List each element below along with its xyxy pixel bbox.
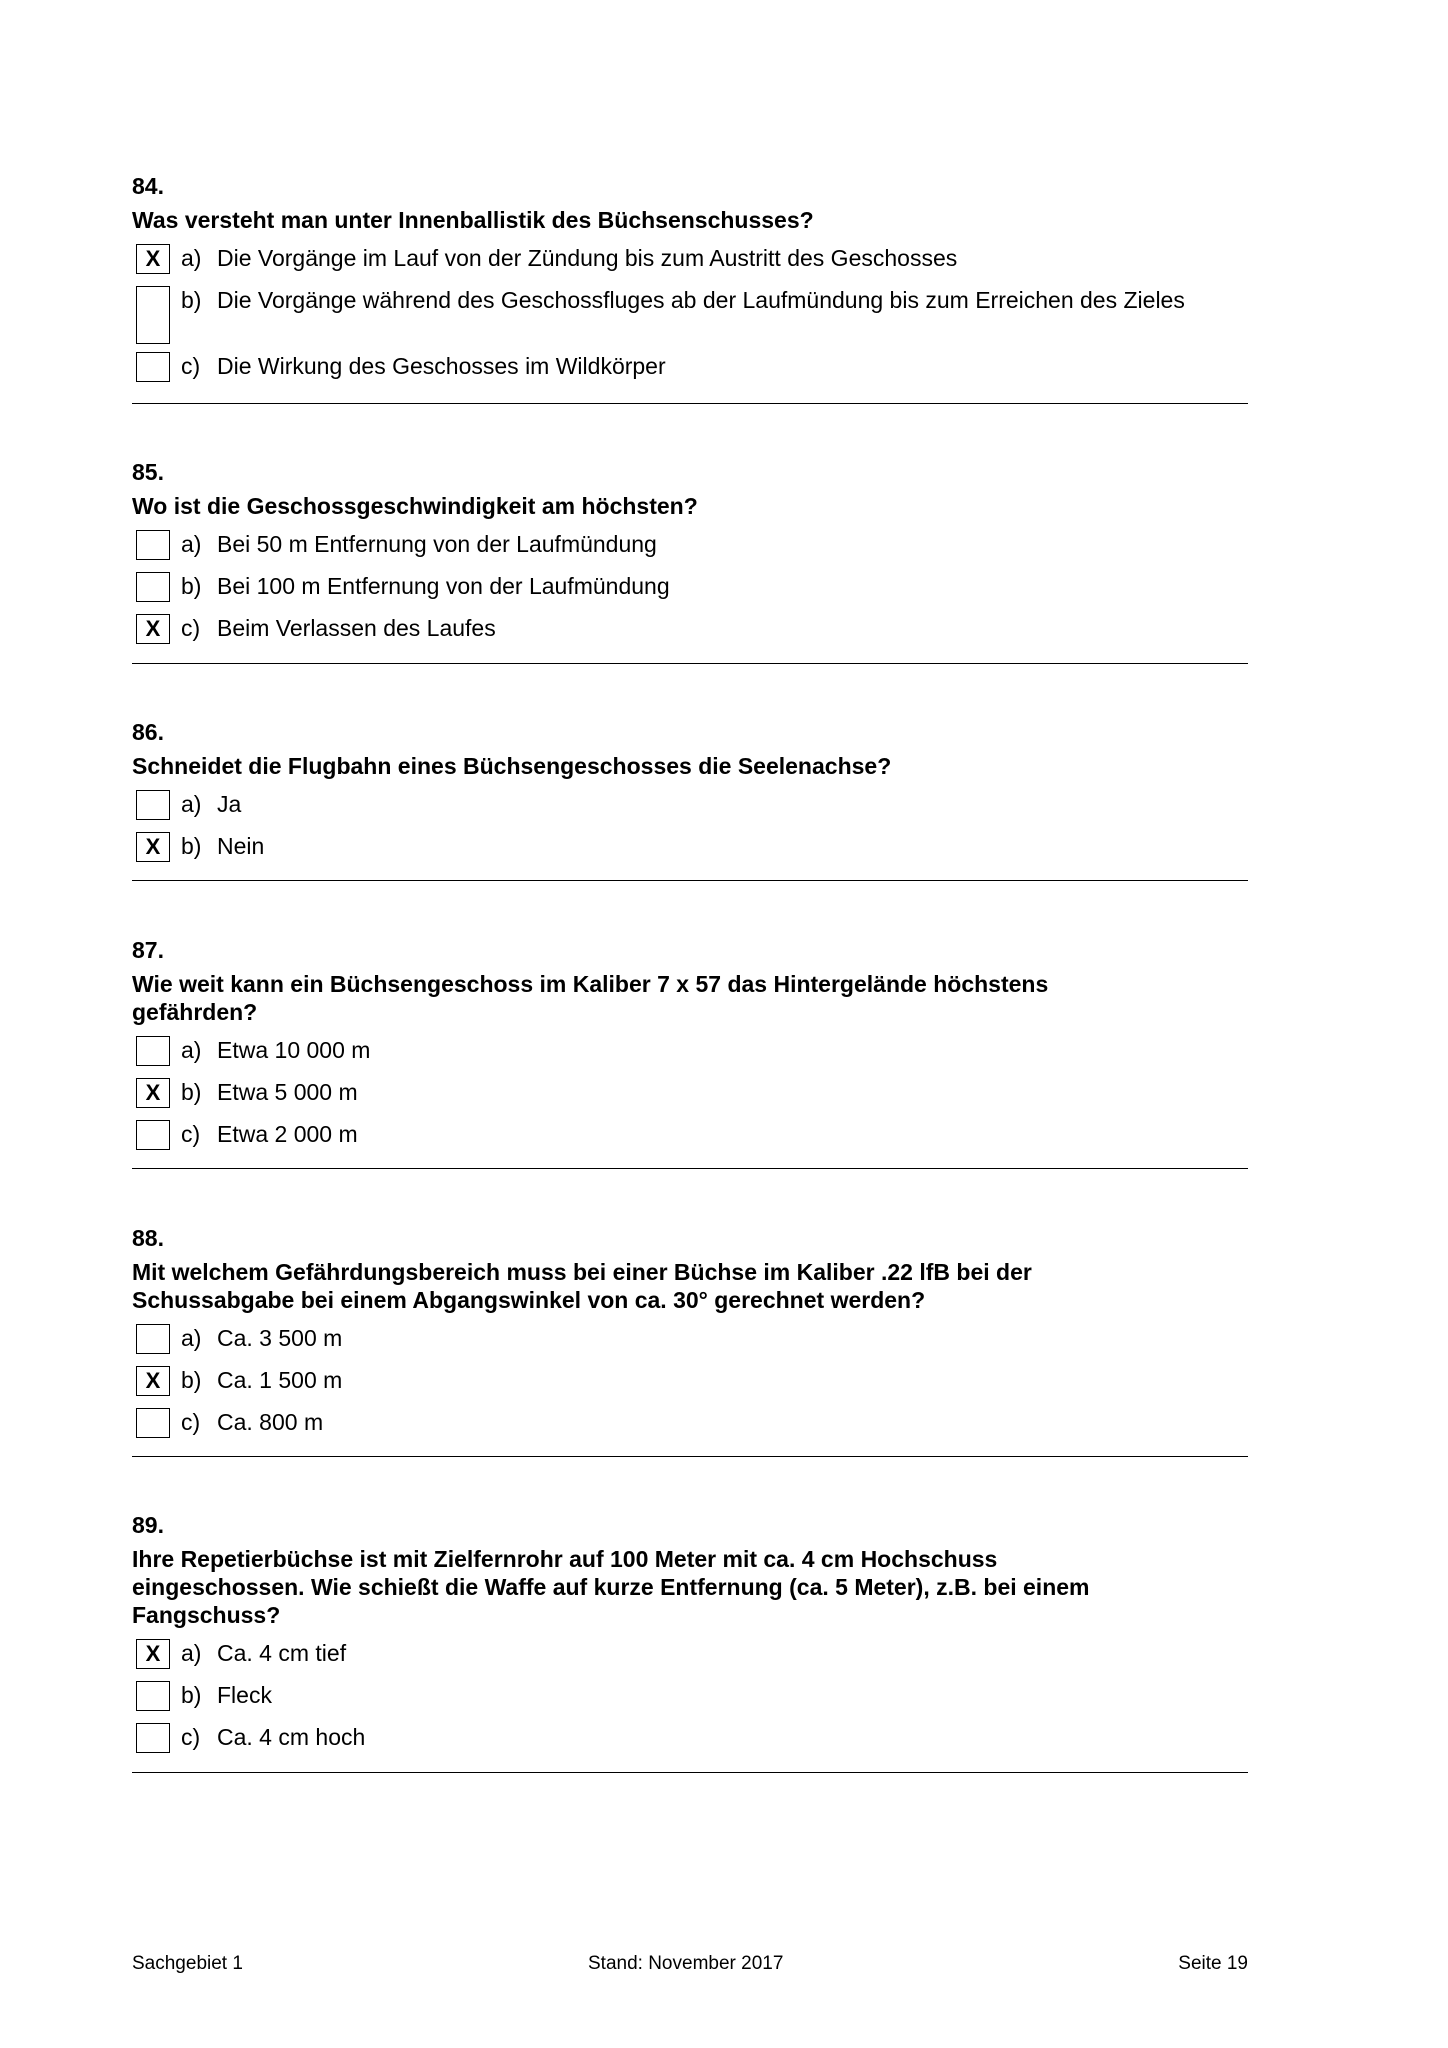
answer-letter: c)	[181, 615, 201, 641]
answer-letter: b)	[181, 287, 202, 313]
answer-checkbox[interactable]	[136, 1681, 170, 1711]
question-number: 87.	[132, 937, 164, 963]
question-text: Ihre Repetierbüchse ist mit Zielfernrohr auf 100 Meter mit ca. 4 cm Hochschuss eingeschossen. Wie schießt die Waffe auf kurze Entfernung (ca. 5 Meter), z.B. bei einem Fangschuss?	[132, 1546, 1090, 1628]
answer-checkbox[interactable]: X	[136, 614, 170, 644]
question-85	[132, 458, 1248, 656]
question-88	[132, 1224, 1248, 1450]
answer-letter: a)	[181, 245, 202, 271]
answer-option	[132, 286, 1248, 344]
footer-date: Stand: November 2017	[588, 1953, 784, 1974]
answer-text: Etwa 5 000 m	[217, 1079, 358, 1105]
question-text: Wie weit kann ein Büchsengeschoss im Kaliber 7 x 57 das Hintergelände höchstens gefährden?	[132, 971, 1049, 1025]
answer-letter: b)	[181, 1682, 202, 1708]
answer-checkbox[interactable]	[136, 790, 170, 820]
answer-option	[132, 1408, 1248, 1442]
question-89	[132, 1511, 1248, 1765]
answer-letter: c)	[181, 353, 201, 379]
footer-page-number: Seite 19	[1178, 1953, 1248, 1974]
answer-option	[132, 1120, 1248, 1154]
answer-checkbox[interactable]: X	[136, 244, 170, 274]
answer-letter: a)	[181, 1037, 202, 1063]
answer-option	[132, 614, 1248, 648]
question-divider	[132, 1168, 1248, 1169]
question-text: Was versteht man unter Innenballistik des Büchsenschusses?	[132, 207, 814, 233]
answer-checkbox[interactable]: X	[136, 1366, 170, 1396]
answer-option	[132, 244, 1248, 278]
answer-option	[132, 1723, 1248, 1757]
answer-checkbox[interactable]	[136, 530, 170, 560]
answer-checkbox[interactable]	[136, 352, 170, 382]
question-number: 88.	[132, 1225, 164, 1251]
answer-option	[132, 1639, 1248, 1673]
question-text: Wo ist die Geschossgeschwindigkeit am höchsten?	[132, 493, 698, 519]
answer-letter: a)	[181, 791, 202, 817]
question-divider	[132, 663, 1248, 664]
answer-checkbox[interactable]: X	[136, 1078, 170, 1108]
answer-letter: b)	[181, 1079, 202, 1105]
answer-option	[132, 790, 1248, 824]
footer-section-label: Sachgebiet 1	[132, 1953, 243, 1974]
question-86	[132, 718, 1248, 874]
answer-option	[132, 1036, 1248, 1070]
answer-letter: a)	[181, 1640, 202, 1666]
answer-text: Beim Verlassen des Laufes	[217, 615, 496, 641]
answer-letter: b)	[181, 573, 202, 599]
answer-text: Ca. 800 m	[217, 1409, 324, 1435]
question-divider	[132, 403, 1248, 404]
answer-letter: b)	[181, 833, 202, 859]
answer-text: Die Wirkung des Geschosses im Wildkörper	[217, 353, 666, 379]
answer-letter: a)	[181, 531, 202, 557]
answer-checkbox[interactable]	[136, 1036, 170, 1066]
answer-text: Bei 50 m Entfernung von der Laufmündung	[217, 531, 657, 557]
answer-text: Etwa 2 000 m	[217, 1121, 358, 1147]
question-text: Schneidet die Flugbahn eines Büchsengeschosses die Seelenachse?	[132, 753, 892, 779]
answer-letter: c)	[181, 1409, 201, 1435]
answer-checkbox[interactable]	[136, 1408, 170, 1438]
answer-checkbox[interactable]	[136, 572, 170, 602]
answer-checkbox[interactable]	[136, 1723, 170, 1753]
answer-letter: a)	[181, 1325, 202, 1351]
answer-letter: c)	[181, 1724, 201, 1750]
question-divider	[132, 1772, 1248, 1773]
question-84	[132, 172, 1248, 394]
answer-option	[132, 1078, 1248, 1112]
answer-letter: c)	[181, 1121, 201, 1147]
answer-option	[132, 1681, 1248, 1715]
question-87	[132, 936, 1248, 1162]
answer-checkbox[interactable]	[136, 286, 170, 344]
question-number: 85.	[132, 459, 164, 485]
answer-text: Ca. 1 500 m	[217, 1367, 343, 1393]
answer-text: Nein	[217, 833, 265, 859]
answer-option	[132, 832, 1248, 866]
answer-option	[132, 352, 1248, 386]
question-divider	[132, 1456, 1248, 1457]
answer-checkbox[interactable]: X	[136, 1639, 170, 1669]
answer-text: Die Vorgänge während des Geschossfluges ab der Laufmündung bis zum Erreichen des Zieles	[217, 287, 1185, 313]
answer-text: Die Vorgänge im Lauf von der Zündung bis zum Austritt des Geschosses	[217, 245, 958, 271]
question-divider	[132, 880, 1248, 881]
answer-text: Ja	[217, 791, 242, 817]
question-number: 86.	[132, 719, 164, 745]
answer-checkbox[interactable]	[136, 1324, 170, 1354]
answer-letter: b)	[181, 1367, 202, 1393]
answer-checkbox[interactable]	[136, 1120, 170, 1150]
question-text: Mit welchem Gefährdungsbereich muss bei einer Büchse im Kaliber .22 lfB bei der Schussabgabe bei einem Abgangswinkel von ca. 30° gerechnet werden?	[132, 1259, 1032, 1313]
answer-text: Fleck	[217, 1682, 272, 1708]
answer-option	[132, 530, 1248, 564]
answer-option	[132, 1324, 1248, 1358]
answer-text: Etwa 10 000 m	[217, 1037, 371, 1063]
question-number: 84.	[132, 173, 164, 199]
answer-option	[132, 572, 1248, 606]
answer-option	[132, 1366, 1248, 1400]
answer-text: Ca. 3 500 m	[217, 1325, 343, 1351]
question-number: 89.	[132, 1512, 164, 1538]
answer-text: Ca. 4 cm tief	[217, 1640, 347, 1666]
answer-checkbox[interactable]: X	[136, 832, 170, 862]
answer-text: Bei 100 m Entfernung von der Laufmündung	[217, 573, 670, 599]
answer-text: Ca. 4 cm hoch	[217, 1724, 366, 1750]
